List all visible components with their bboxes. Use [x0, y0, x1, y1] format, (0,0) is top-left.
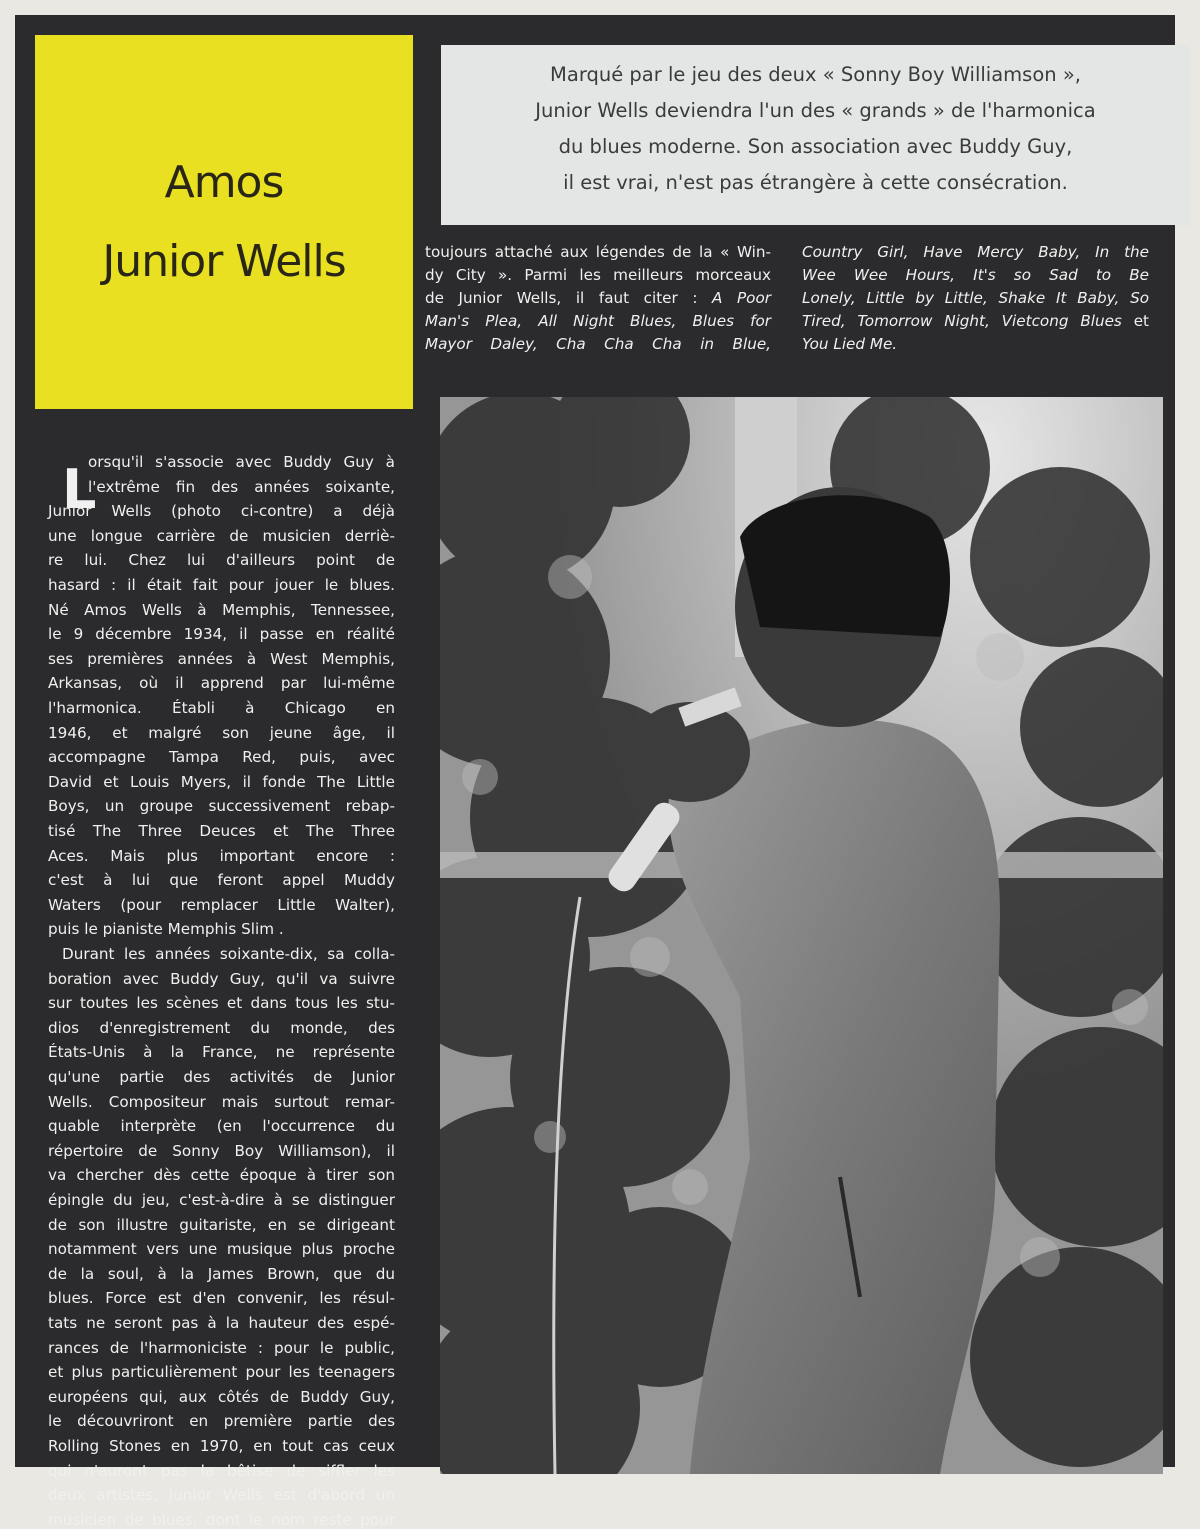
body-line: re lui. Chez lui d'ailleurs point de: [48, 551, 395, 570]
body-line: quable interprète (en l'occurrence du: [48, 1117, 395, 1136]
body-line: de son illustre guitariste, en se dirigeant: [48, 1215, 395, 1234]
body-line: le découvriront en première partie des: [48, 1412, 395, 1431]
body-line: Arkansas, où il apprend par lui-même: [48, 674, 395, 693]
performer-photo: [440, 397, 1163, 1474]
body-line: puis le pianiste Memphis Slim .: [48, 920, 284, 939]
body-line: Wells. Compositeur mais surtout remar-: [48, 1092, 395, 1111]
body-line: et plus particulièrement pour les teenagers: [48, 1363, 395, 1382]
song-title-text: A Poor: [712, 289, 771, 307]
body-line: l'harmonica. Établi à Chicago en: [48, 699, 395, 717]
body-line: États-Unis à la France, ne représente: [48, 1043, 395, 1062]
song-title-line: Country Girl, Have Mercy Baby, In the: [802, 243, 1149, 261]
song-title-line: Man's Plea, All Night Blues, Blues for: [425, 312, 771, 330]
body-line: orsqu'il s'associe avec Buddy Guy à: [88, 453, 395, 471]
magazine-page: [15, 15, 1175, 1529]
song-title-line: You Lied Me.: [802, 335, 898, 353]
body-line: tats ne seront pas à la hauteur des espé-: [48, 1314, 395, 1332]
pull-quote-box: [441, 45, 1190, 225]
body-line: européens qui, aux côtés de Buddy Guy,: [48, 1387, 395, 1406]
body-line: notamment vers une musique plus proche: [48, 1240, 395, 1259]
body-line: Junior Wells (photo ci-contre) a déjà: [48, 502, 395, 521]
song-title-line: [802, 312, 1149, 330]
body-line: deux artistes, Junior Wells est d'abord un: [48, 1486, 395, 1505]
body-line: le 9 décembre 1934, il passe en réalité: [48, 625, 395, 644]
body-line: blues. Force est d'en convenir, les résul-: [48, 1289, 395, 1308]
song-title-line: Mayor Daley, Cha Cha Cha in Blue,: [425, 335, 771, 353]
body-line: l'extrême fin des années soixante,: [88, 477, 395, 496]
body-line: hasard : il était fait pour jouer le blues.: [48, 576, 395, 594]
body-line: Né Amos Wells à Memphis, Tennessee,: [48, 600, 395, 619]
body-line: Waters (pour remplacer Little Walter),: [48, 895, 395, 914]
body-line: répertoire de Sonny Boy Williamson), il: [48, 1141, 395, 1160]
body-line: Aces. Mais plus important encore :: [48, 846, 395, 865]
body-line: de la soul, à la James Brown, que du: [48, 1264, 395, 1283]
body-line: toujours attaché aux légendes de la « Win-: [425, 243, 771, 261]
body-line: [425, 289, 771, 307]
body-line: boration avec Buddy Guy, qu'il va suivre: [48, 969, 395, 988]
title-line-2: Junior Wells: [102, 236, 346, 287]
body-line: rances de l'harmoniciste : pour le public,: [48, 1338, 395, 1357]
body-line: tisé The Three Deuces et The Three: [48, 822, 395, 840]
pull-quote-line: du blues moderne. Son association avec Buddy Guy,: [558, 135, 1073, 158]
body-line: musicien de blues, dont le nom reste pour: [48, 1510, 395, 1529]
body-line: Rolling Stones en 1970, en tout cas ceux: [48, 1437, 395, 1455]
body-line: c'est à lui que feront appel Muddy: [48, 871, 395, 890]
pull-quote-line: Marqué par le jeu des deux « Sonny Boy Williamson »,: [550, 63, 1081, 86]
body-line: dy City ». Parmi les meilleurs morceaux: [425, 266, 771, 284]
song-title-line: Lonely, Little by Little, Shake It Baby, So: [802, 289, 1149, 307]
body-line: 1946, et malgré son jeune âge, il: [48, 723, 395, 742]
body-line: épingle du jeu, c'est-à-dire à se distinguer: [48, 1191, 395, 1209]
pull-quote-line: Junior Wells deviendra l'un des « grands » de l'harmonica: [535, 99, 1096, 122]
pull-quote-line: il est vrai, n'est pas étrangère à cette consécration.: [563, 171, 1068, 194]
body-line: accompagne Tampa Red, puis, avec: [48, 748, 395, 767]
body-line: Durant les années soixante-dix, sa colla-: [62, 945, 395, 963]
body-text: de Junior Wells, il faut citer :: [425, 289, 713, 307]
song-title-line: Wee Wee Hours, It's so Sad to Be: [802, 266, 1149, 284]
body-line: qu'une partie des activités de Junior: [48, 1068, 395, 1086]
body-line: ses premières années à West Memphis,: [48, 649, 395, 668]
body-line: qui n'auront pas la bêtise de siffler les: [48, 1461, 395, 1480]
body-line: dios d'enregistrement du monde, des: [48, 1018, 395, 1037]
title-line-1: Amos: [164, 157, 284, 208]
body-line: sur toutes les scènes et dans tous les stu-: [48, 994, 395, 1013]
title-box: [35, 35, 413, 409]
body-text: et: [1121, 312, 1149, 330]
song-title-text: Tired, Tomorrow Night, Vietcong Blues: [802, 312, 1122, 330]
photo-illustration: [440, 397, 1163, 1474]
body-line: va chercher dès cette époque à tirer son: [48, 1166, 395, 1185]
body-line: David et Louis Myers, il fonde The Little: [48, 772, 395, 791]
body-line: une longue carrière de musicien derriè-: [48, 526, 395, 545]
drop-cap: L: [62, 458, 97, 521]
body-line: Boys, un groupe successivement rebap-: [48, 797, 395, 816]
